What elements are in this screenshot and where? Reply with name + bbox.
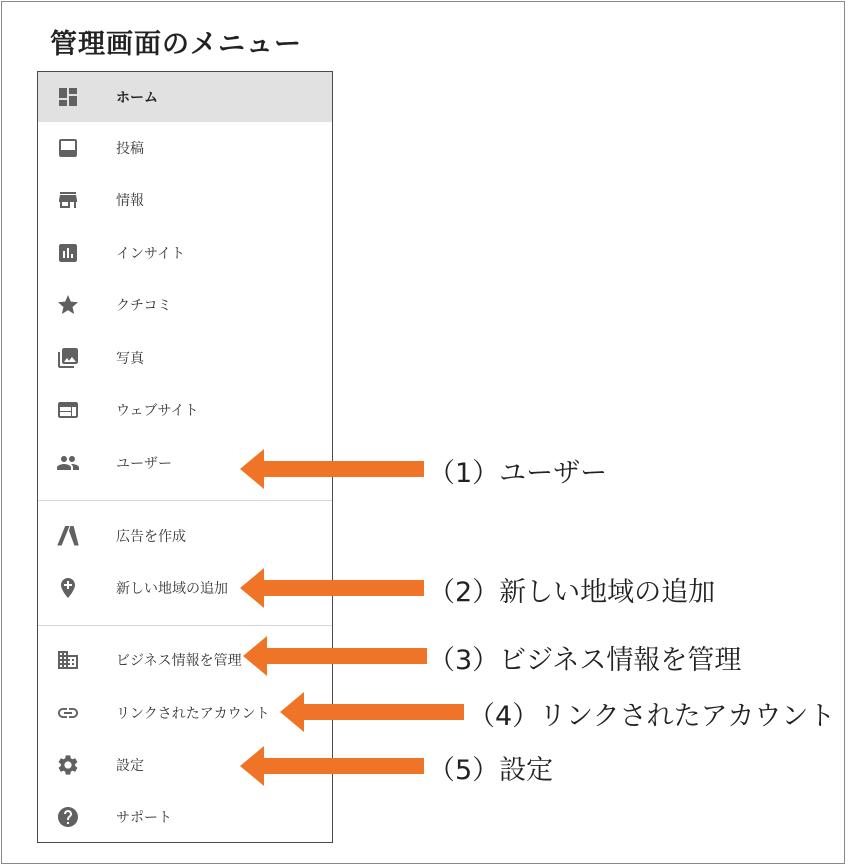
ads-icon	[56, 524, 80, 548]
menu-item-label: 情報	[116, 193, 144, 209]
menu-item-create-ad[interactable]	[38, 511, 332, 561]
callout-arrow-users	[240, 449, 424, 489]
menu-item-label: ユーザー	[116, 456, 172, 472]
posts-icon	[56, 136, 80, 160]
menu-item-label: ホーム	[116, 90, 158, 106]
annotation-5: （5）設定	[428, 755, 554, 786]
menu-item-posts[interactable]	[38, 123, 332, 173]
people-icon	[56, 451, 80, 475]
callout-arrow-linked-accounts	[280, 692, 464, 732]
menu-item-home[interactable]	[38, 72, 332, 122]
annotation-1: （1）ユーザー	[428, 458, 608, 489]
website-icon	[56, 398, 80, 422]
insights-chart-icon	[56, 241, 80, 265]
menu-item-label: クチコミ	[116, 298, 172, 314]
menu-item-reviews[interactable]	[38, 280, 332, 330]
menu-item-support[interactable]	[38, 792, 332, 842]
star-icon	[56, 293, 80, 317]
annotation-2: （2）新しい地域の追加	[428, 577, 716, 608]
gear-icon	[56, 753, 80, 777]
menu-divider	[38, 500, 332, 501]
menu-item-label: 広告を作成	[116, 529, 186, 545]
menu-item-insights[interactable]	[38, 228, 332, 278]
menu-item-label: 設定	[116, 758, 144, 774]
annotation-3: （3）ビジネス情報を管理	[428, 645, 742, 676]
menu-item-label: サポート	[116, 810, 172, 826]
photo-library-icon	[56, 346, 80, 370]
menu-item-label: 写真	[116, 351, 144, 367]
link-icon	[56, 701, 80, 725]
help-icon	[56, 805, 80, 829]
menu-item-info[interactable]	[38, 175, 332, 225]
annotation-4: （4）リンクされたアカウント	[468, 701, 836, 732]
menu-item-label: リンクされたアカウント	[116, 706, 270, 722]
menu-divider	[38, 625, 332, 626]
menu-item-label: ビジネス情報を管理	[116, 653, 242, 669]
menu-item-label: ウェブサイト	[116, 403, 199, 419]
dashboard-icon	[56, 85, 80, 109]
business-building-icon	[56, 648, 80, 672]
storefront-icon	[56, 188, 80, 212]
menu-item-website[interactable]	[38, 385, 332, 435]
callout-arrow-settings	[240, 746, 424, 786]
menu-item-label: 新しい地域の追加	[116, 581, 228, 597]
page-title: 管理画面のメニュー	[50, 29, 302, 60]
add-location-icon	[56, 576, 80, 600]
menu-item-label: 投稿	[116, 141, 144, 157]
callout-arrow-manage-business	[243, 636, 427, 676]
callout-arrow-add-location	[240, 568, 424, 608]
menu-item-label: インサイト	[116, 246, 186, 262]
menu-item-photos[interactable]	[38, 333, 332, 383]
